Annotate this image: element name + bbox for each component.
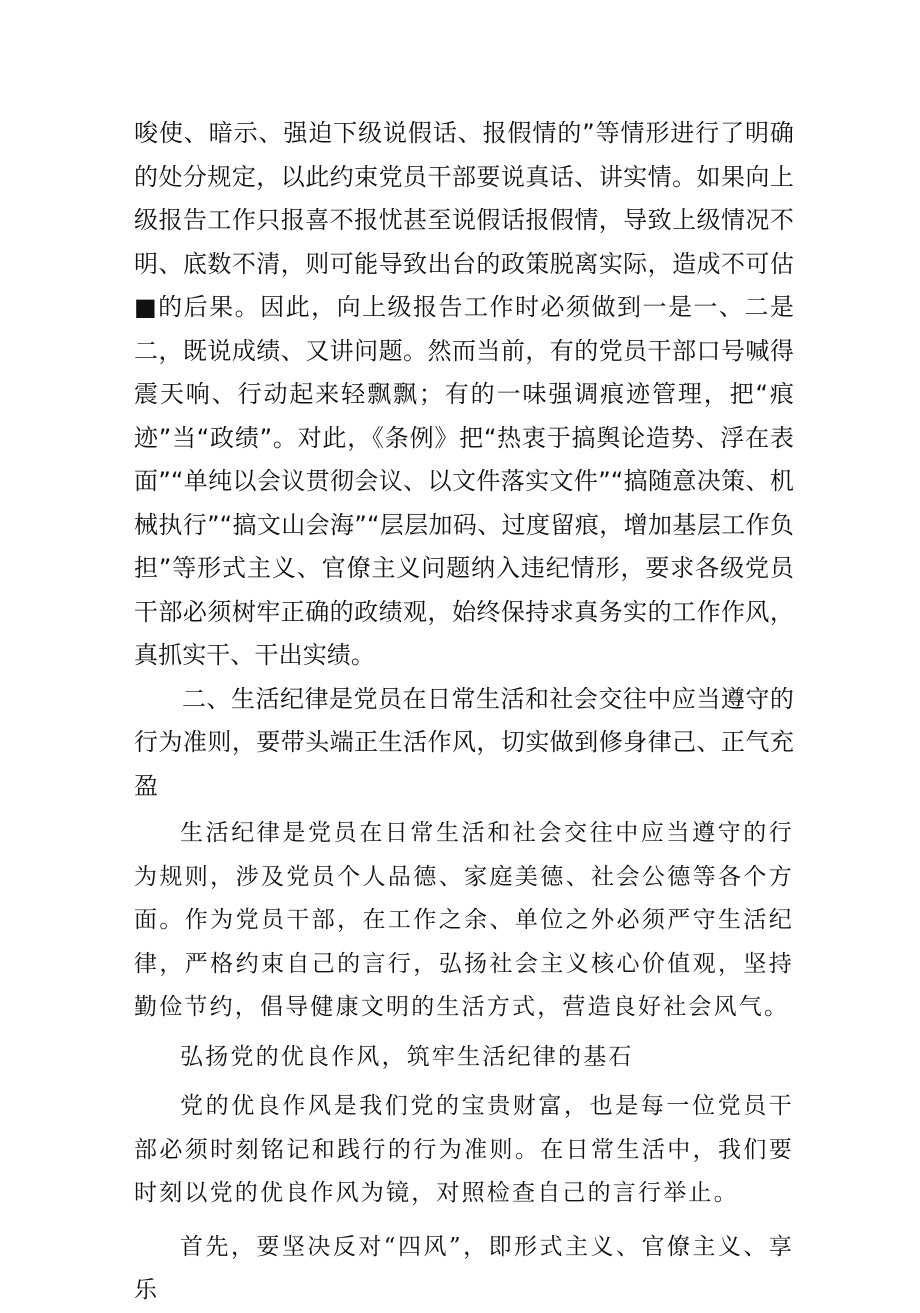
paragraph-four-styles: 首先，要坚决反对“四风”，即形式主义、官僚主义、享乐 (134, 1233, 794, 1303)
section-heading-life-discipline: 二、生活纪律是党员在日常生活和社会交往中应当遵守的行为准则，要带头端正生活作风，切实做到修身律己、正气充盈 (134, 684, 794, 800)
document-body (134, 112, 794, 1313)
paragraph-work-discipline-continued: 唆使、暗示、强迫下级说假话、报假情的”等情形进行了明确的处分规定，以此约束党员干部要说真话、讲实情。如果向上级报告工作只报喜不报忧甚至说假话报假情，导致上级情况不明、底数不清，则可能导致出台的政策脱离实际，造成不可估■的后果。因此，向上级报告工作时必须做到一是一、二是二，既说成绩、又讲问题。然而当前，有的党员干部口号喊得震天响、行动起来轻飘飘；有的一味强调痕迹管理，把“痕迹”当“政绩”。对此，《条例》把“热衷于搞舆论造势、浮在表面”“单纯以会议贯彻会议、以文件落实文件”“搞随意决策、机械执行”“搞文山会海”“层层加码、过度留痕，增加基层工作负担”等形式主义、官僚主义问题纳入违纪情形，要求各级党员干部必须树牢正确的政绩观，始终保持求真务实的工作作风，真抓实干、干出实绩。 (134, 119, 794, 669)
subheading-party-style: 弘扬党的优良作风，筑牢生活纪律的基石 (180, 1043, 634, 1070)
paragraph-party-style: 党的优良作风是我们党的宝贵财富，也是每一位党员干部必须时刻铭记和践行的行为准则。在日常生活中，我们要时刻以党的优良作风为镜，对照检查自己的言行举止。 (134, 1093, 794, 1206)
paragraph-life-discipline-intro: 生活纪律是党员在日常生活和社会交往中应当遵守的行为规则，涉及党员个人品德、家庭美德、社会公德等各个方面。作为党员干部，在工作之余、单位之外必须严守生活纪律，严格约束自己的言行，弘扬社会主义核心价值观，坚持勤俭节约，倡导健康文明的生活方式，营造良好社会风气。 (134, 820, 794, 1020)
